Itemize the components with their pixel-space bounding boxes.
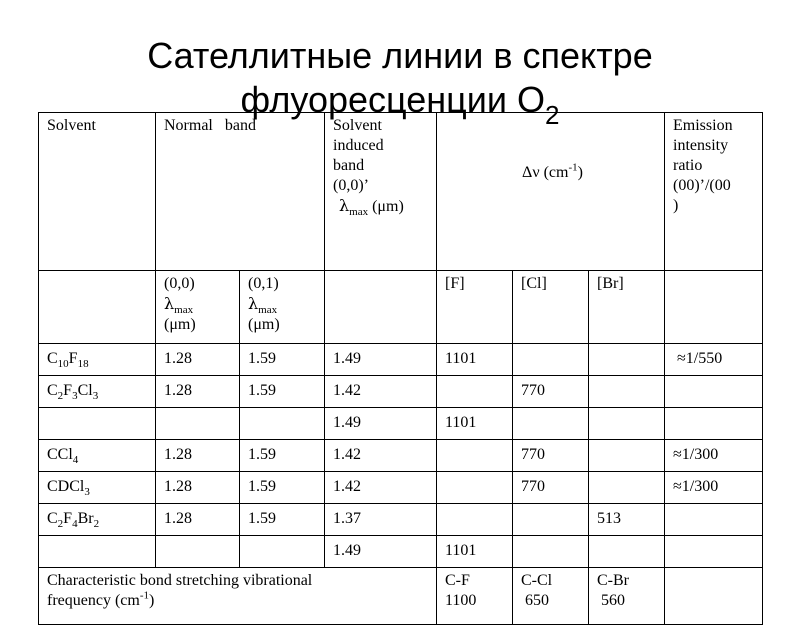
f-cell: 1101 (437, 408, 513, 440)
n01-cell (240, 536, 325, 568)
formula-subscript: 2 (93, 518, 100, 531)
br-cell (589, 408, 665, 440)
f-cell (437, 504, 513, 536)
ratio-cell (665, 536, 763, 568)
table-row (39, 536, 763, 568)
subheader-induced-empty (325, 271, 437, 344)
header-emission-line3: ratio (673, 157, 703, 174)
ratio-cell (665, 408, 763, 440)
band00-label: (0,0) (164, 275, 195, 292)
n00-cell: 1.28 (156, 440, 240, 472)
delta-nu-sup: -1 (568, 161, 578, 174)
br-cell (589, 472, 665, 504)
n01-cell: 1.59 (240, 376, 325, 408)
delta-nu-close: ) (577, 164, 583, 181)
formula-subscript: 4 (72, 518, 78, 531)
table-row (39, 408, 763, 440)
footer-empty (665, 568, 763, 625)
band00-unit: (μm) (164, 316, 196, 333)
lambda-symbol: λ (339, 196, 350, 215)
formula-part: Br (77, 510, 94, 527)
solvent-cell (39, 376, 156, 408)
header-induced-lambda (333, 196, 432, 217)
formula-subscript: 10 (57, 358, 69, 371)
lambda-subscript: max (174, 304, 194, 317)
br-cell (589, 376, 665, 408)
induced-cell: 1.42 (325, 440, 437, 472)
n00-cell (156, 408, 240, 440)
f-cell: 1101 (437, 344, 513, 376)
n00-cell: 1.28 (156, 472, 240, 504)
f-cell (437, 376, 513, 408)
header-induced-line4: (0,0)’ (333, 177, 369, 194)
footer-label-close: ) (149, 592, 155, 609)
induced-cell: 1.49 (325, 536, 437, 568)
subheader-br-text: [Br] (597, 275, 624, 292)
band00-lambda (164, 294, 235, 315)
solvent-cell (39, 536, 156, 568)
br-cell: 513 (589, 504, 665, 536)
cl-cell (513, 408, 589, 440)
header-normal-band-text: Normal band (164, 117, 256, 134)
footer-cf-value: 1100 (445, 592, 477, 609)
induced-cell: 1.37 (325, 504, 437, 536)
solvent-cell (39, 472, 156, 504)
formula-part: F (63, 382, 73, 399)
footer-cf-bond: C-F (445, 572, 470, 589)
formula-subscript: 3 (92, 390, 99, 403)
delta-nu-text: Δν (cm (522, 164, 569, 181)
footer-cbr-bond: C-Br (597, 572, 629, 589)
table-row (39, 376, 763, 408)
formula-part: CDCl (47, 478, 85, 495)
lambda-subscript: max (349, 206, 369, 219)
br-cell (589, 440, 665, 472)
ratio-cell: ≈1/300 (665, 472, 763, 504)
footer-ccl-value: 650 (521, 592, 549, 609)
lambda-subscript: max (258, 304, 278, 317)
footer-cbr-value: 560 (597, 592, 625, 609)
cl-cell (513, 344, 589, 376)
formula-part: Cl (77, 382, 93, 399)
cl-cell (513, 504, 589, 536)
slide-title-line2-text: флуоресценции O (240, 79, 545, 120)
n01-cell: 1.59 (240, 440, 325, 472)
subheader-f (437, 271, 513, 344)
subheader-row (39, 271, 763, 344)
footer-row (39, 568, 763, 625)
induced-cell: 1.49 (325, 344, 437, 376)
slide-title-line1: Сателлитные линии в спектре (147, 35, 653, 76)
lambda-symbol: λ (164, 294, 175, 313)
solvent-cell (39, 440, 156, 472)
footer-label-line1: Characteristic bond stretching vibrational (47, 572, 313, 589)
formula-part: CCl (47, 446, 73, 463)
subheader-band01 (240, 271, 325, 344)
formula-part: C (47, 350, 58, 367)
footer-label (39, 568, 437, 625)
f-cell (437, 472, 513, 504)
cl-cell: 770 (513, 472, 589, 504)
formula-subscript: 2 (57, 518, 64, 531)
band01-unit: (μm) (248, 316, 280, 333)
subheader-empty (39, 271, 156, 344)
footer-label-sup: -1 (139, 589, 150, 602)
f-cell: 1101 (437, 536, 513, 568)
subheader-ratio-empty (665, 271, 763, 344)
formula-part: F (68, 350, 78, 367)
header-emission-line1: Emission (673, 117, 733, 134)
induced-cell: 1.49 (325, 408, 437, 440)
formula-part: C (47, 382, 58, 399)
lambda-symbol: λ (248, 294, 259, 313)
footer-label-line2 (47, 591, 432, 611)
band01-lambda (248, 294, 320, 315)
formula-subscript: 4 (72, 454, 79, 467)
lambda-unit: (μm) (372, 198, 404, 215)
subheader-cl (513, 271, 589, 344)
header-solvent (39, 113, 156, 271)
ratio-cell: ≈1/550 (665, 344, 763, 376)
slide-title-subscript: 2 (544, 100, 560, 130)
header-emission-line5: ) (673, 197, 679, 214)
n01-cell: 1.59 (240, 472, 325, 504)
solvent-cell (39, 344, 156, 376)
footer-ccl-bond: C-Cl (521, 572, 553, 589)
satellite-lines-table (38, 112, 763, 625)
n01-cell: 1.59 (240, 504, 325, 536)
ratio-cell: ≈1/300 (665, 440, 763, 472)
br-cell (589, 344, 665, 376)
footer-ccl (513, 568, 589, 625)
header-emission-line4: (00)’/(00 (673, 177, 731, 194)
header-solvent-text: Solvent (47, 117, 96, 134)
header-induced-line3: band (333, 157, 365, 174)
footer-cf (437, 568, 513, 625)
header-emission-line2: intensity (673, 137, 729, 154)
data-rows (39, 344, 763, 568)
cl-cell: 770 (513, 440, 589, 472)
br-cell (589, 536, 665, 568)
n00-cell: 1.28 (156, 504, 240, 536)
subheader-cl-text: [Cl] (521, 275, 547, 292)
n01-cell (240, 408, 325, 440)
table-row (39, 472, 763, 504)
n00-cell: 1.28 (156, 376, 240, 408)
header-solvent-induced (325, 113, 437, 271)
formula-subscript: 18 (77, 358, 89, 371)
ratio-cell (665, 376, 763, 408)
cl-cell: 770 (513, 376, 589, 408)
ratio-cell (665, 504, 763, 536)
subheader-br (589, 271, 665, 344)
header-induced-line1: Solvent (333, 117, 382, 134)
formula-part: F (63, 510, 73, 527)
n00-cell (156, 536, 240, 568)
cl-cell (513, 536, 589, 568)
table-row (39, 440, 763, 472)
footer-cbr (589, 568, 665, 625)
f-cell (437, 440, 513, 472)
formula-subscript: 3 (72, 390, 78, 403)
subheader-band00 (156, 271, 240, 344)
header-emission-ratio (665, 113, 763, 271)
solvent-cell (39, 408, 156, 440)
solvent-cell (39, 504, 156, 536)
induced-cell: 1.42 (325, 376, 437, 408)
table-row (39, 344, 763, 376)
header-delta-nu (437, 113, 665, 271)
band01-label: (0,1) (248, 275, 279, 292)
formula-subscript: 2 (57, 390, 64, 403)
n01-cell: 1.59 (240, 344, 325, 376)
subheader-f-text: [F] (445, 275, 465, 292)
n00-cell: 1.28 (156, 344, 240, 376)
table-row (39, 504, 763, 536)
formula-part: C (47, 510, 58, 527)
induced-cell: 1.42 (325, 472, 437, 504)
header-induced-line2: induced (333, 137, 384, 154)
footer-label-line2-text: frequency (cm (47, 592, 140, 609)
formula-subscript: 3 (84, 486, 90, 499)
header-row (39, 113, 763, 271)
header-normal-band (156, 113, 325, 271)
